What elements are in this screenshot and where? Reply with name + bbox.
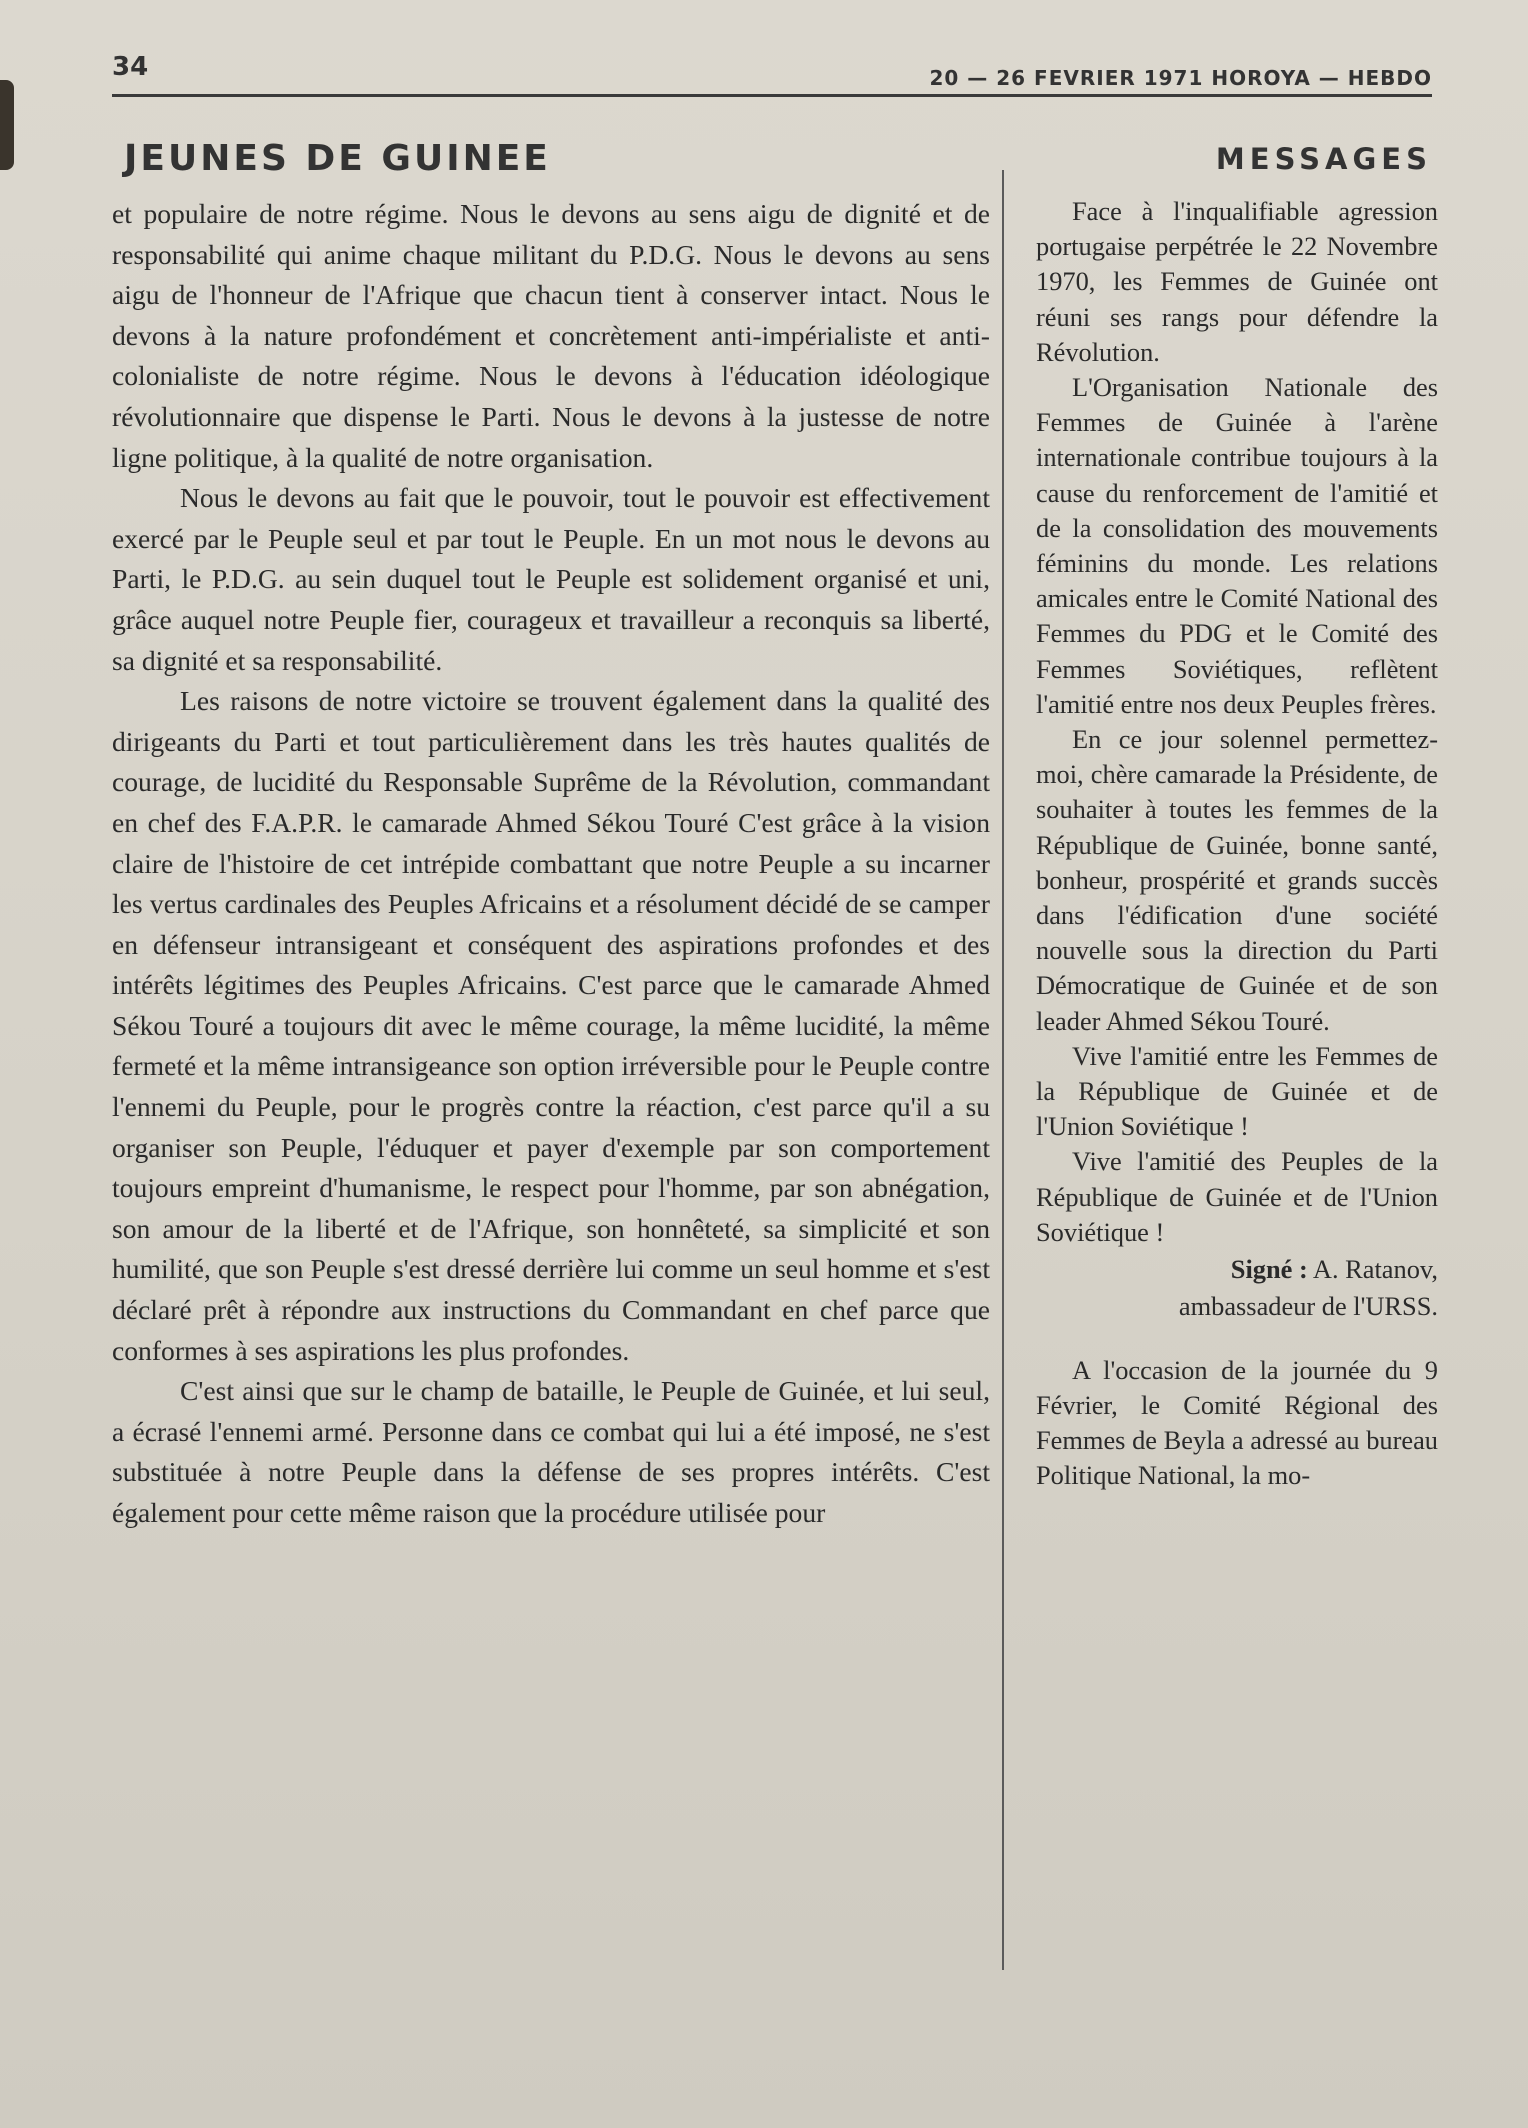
message-paragraph: Vive l'amitié des Peuples de la République de Guinée et de l'Union Soviétique ! bbox=[1036, 1146, 1438, 1247]
article-paragraph: et populaire de notre régime. Nous le devons au sens aigu de dignité et de responsabilité qui anime chaque militant du P.D.G. Nous le devons au sens aigu de l'honneur de l'Afrique que chacun tient à conserver intact. Nous le devons à la nature profondément et concrètement anti-impérialiste et anti-colonialiste de notre régime. Nous le devons à l'éducation idéologique révolutionnaire que dispense le Parti. Nous le devons à la justesse de notre ligne politique, à la qualité de notre organisation. bbox=[112, 198, 990, 473]
issue-line: 20 — 26 FEVRIER 1971 HOROYA — HEBDO bbox=[929, 66, 1432, 90]
page-number: 34 bbox=[112, 52, 149, 82]
signature-line bbox=[1036, 1252, 1438, 1287]
message-paragraph: En ce jour solennel permettez-moi, chère camarade la Présidente, de souhaiter à toutes les femmes de la République de Guinée, bonne santé, bonheur, prospérité et grands succès dans l'édification d'une société nouvelle sous la direction du Parti Démocratique de Guinée et de son leader Ahmed Sékou Touré. bbox=[1036, 724, 1438, 1036]
message-paragraph: Vive l'amitié entre les Femmes de la République de Guinée et de l'Union Soviétique ! bbox=[1036, 1040, 1438, 1142]
sidebar-title: MESSAGES bbox=[1215, 142, 1432, 176]
article-paragraph: Les raisons de notre victoire se trouvent également dans la qualité des dirigeants du Parti et tout particulièrement dans les très hautes qualités de courage, de lucidité du Responsable Suprême de la Révolution, commandant en chef des F.A.P.R. le camarade Ahmed Sékou Touré C'est grâce à la vision claire de l'histoire de cet intrépide combattant que notre Peuple a su incarner les vertus cardinales des Peuples Africains et a résolument décidé de se camper en défenseur intransigeant et conséquent des aspirations profondes et des intérêts légitimes des Peuples Africains. C'est parce que le camarade Ahmed Sékou Touré a toujours dit avec le même courage, la même lucidité, la même fermeté et la même intransigeance son option irréversible pour le Peuple contre l'ennemi du Peuple, pour le progrès contre la réaction, c'est parce qu'il a su organiser son Peuple, l'éduquer et payer d'exemple par son comportement toujours empreint d'humanisme, le respect pour l'homme, par son abnégation, son amour de la liberté et de l'Afrique, son honnêteté, sa simplicité et son humilité, que son Peuple s'est dressé derrière lui comme un seul homme et s'est déclaré prêt à répondre aux instructions du Commandant en chef parce que conformes à ses aspirations les plus profondes. bbox=[112, 685, 990, 1366]
signature-label: Signé : bbox=[1230, 1254, 1308, 1285]
signature-title: ambassadeur de l'URSS. bbox=[1178, 1291, 1438, 1322]
message-paragraph: Face à l'inqualifiable agression portugaise perpétrée le 22 Novembre 1970, les Femmes de Guinée ont réuni ses rangs pour défendre la Révolution. bbox=[1036, 196, 1438, 367]
article-paragraph: C'est ainsi que sur le champ de bataille, le Peuple de Guinée, et lui seul, a écrasé l'ennemi armé. Personne dans ce combat qui lui a été imposé, ne s'est substituée à notre Peuple dans la défense de ses propres intérêts. C'est également pour cette même raison que la procédure utilisée pour bbox=[112, 1375, 990, 1528]
main-article bbox=[112, 194, 990, 1534]
signature-name: A. Ratanov, bbox=[1312, 1254, 1438, 1285]
message-paragraph: L'Organisation Nationale des Femmes de Guinée à l'arène internationale contribue toujours à la cause du renforcement de l'amitié et de la consolidation des mouvements féminins du monde. Les relations amicales entre le Comité National des Femmes du PDG et le Comité des Femmes Soviétiques, reflètent l'amitié entre nos deux Peuples frères. bbox=[1036, 372, 1438, 719]
article-paragraph: Nous le devons au fait que le pouvoir, tout le pouvoir est effectivement exercé par le Peuple seul et par tout le Peuple. En un mot nous le devons au Parti, le P.D.G. au sein duquel tout le Peuple est solidement organisé et uni, grâce auquel notre Peuple fier, courageux et travailleur a reconquis sa liberté, sa dignité et sa responsabilité. bbox=[112, 482, 990, 676]
messages-column bbox=[1036, 194, 1438, 1493]
message-paragraph: A l'occasion de la journée du 9 Février, le Comité Régional des Femmes de Beyla a adressé au bureau Politique National, la mo- bbox=[1036, 1354, 1438, 1491]
section-title: JEUNES DE GUINEE bbox=[124, 138, 551, 179]
column-divider bbox=[1002, 170, 1004, 1970]
header-rule bbox=[112, 94, 1432, 97]
